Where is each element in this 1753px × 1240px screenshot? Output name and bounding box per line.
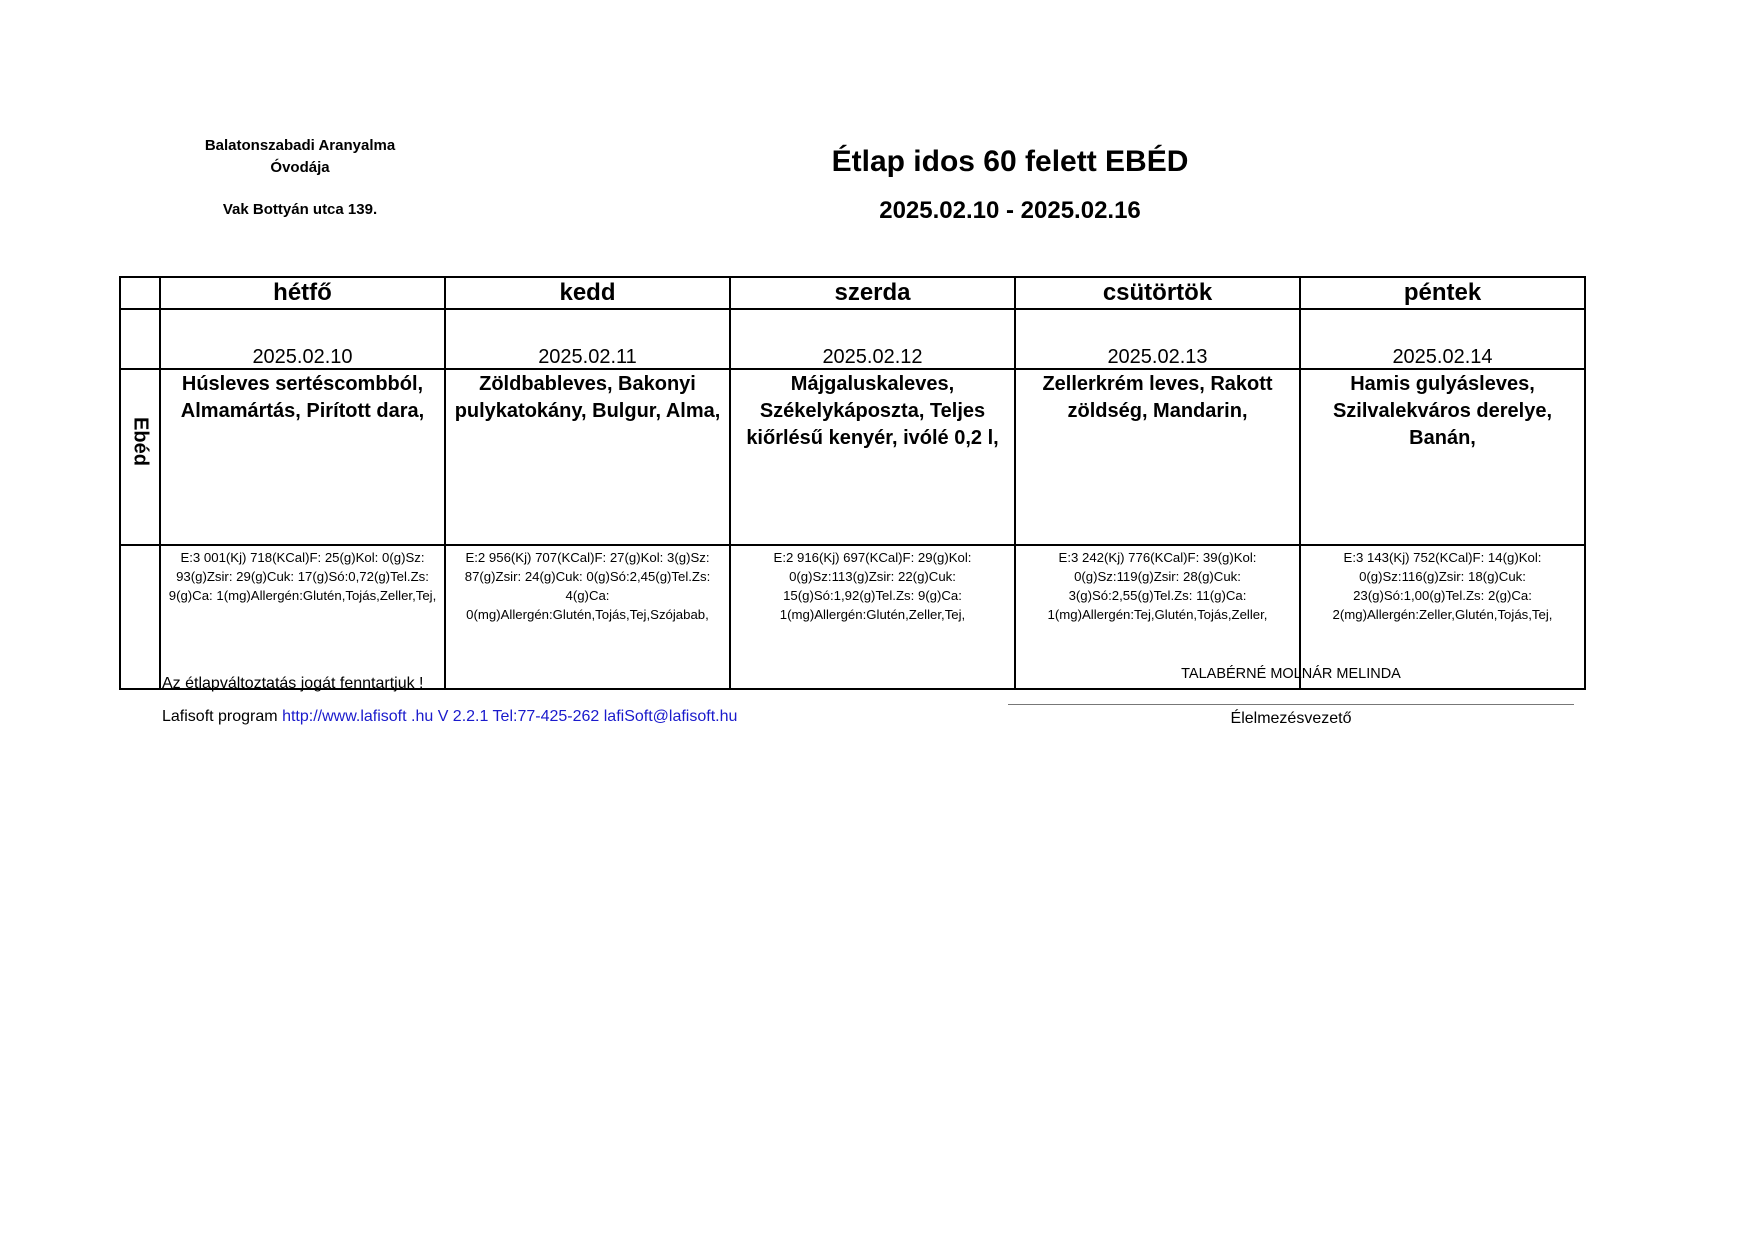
nutrition-tuesday: E:2 956(Kj) 707(KCal)F: 27(g)Kol: 3(g)Sz: 87(g)Zsir: 24(g)Cuk: 0(g)Só:2,45(g)Tel.Zs: 4(g)Ca: 0(mg)Allergén:Glutén,Tojás,Tej,Szójabab, xyxy=(445,545,730,689)
signature-line xyxy=(1008,704,1574,705)
dishes-friday: Hamis gulyásleves, Szilvalekváros derelye, Banán, xyxy=(1300,369,1585,545)
day-names-row xyxy=(120,277,1585,309)
weekly-menu-table xyxy=(119,276,1586,690)
dishes-monday: Húsleves sertéscombból, Almamártás, Pirított dara, xyxy=(160,369,445,545)
nutrition-wednesday: E:2 916(Kj) 697(KCal)F: 29(g)Kol: 0(g)Sz:113(g)Zsir: 22(g)Cuk: 15(g)Só:1,92(g)Tel.Zs: 9(g)Ca: 1(mg)Allergén:Glutén,Zeller,Tej, xyxy=(730,545,1015,689)
corner-cell xyxy=(120,277,160,309)
day-dates-row xyxy=(120,309,1585,369)
org-address: Vak Bottyán utca 139. xyxy=(222,201,378,218)
day-name-tuesday: kedd xyxy=(445,277,730,309)
dishes-thursday: Zellerkrém leves, Rakott zöldség, Mandarin, xyxy=(1015,369,1300,545)
signer-role: Élelmezésvezető xyxy=(1230,710,1352,727)
day-date-wednesday: 2025.02.12 xyxy=(730,309,1015,369)
org-name-line1: Balatonszabadi Aranyalma xyxy=(204,137,396,154)
dishes-row xyxy=(120,369,1585,545)
page-title: Étlap idos 60 felett EBÉD xyxy=(831,145,1189,178)
day-name-friday: péntek xyxy=(1300,277,1585,309)
organization-block xyxy=(185,135,415,221)
day-name-monday: hétfő xyxy=(160,277,445,309)
day-name-thursday: csütörtök xyxy=(1015,277,1300,309)
nutrition-friday: E:3 143(Kj) 752(KCal)F: 14(g)Kol: 0(g)Sz:116(g)Zsir: 18(g)Cuk: 23(g)Só:1,00(g)Tel.Zs: 2(g)Ca: 2(mg)Allergén:Zeller,Glutén,Tojás,Tej, xyxy=(1300,545,1585,689)
software-prefix: Lafisoft program xyxy=(162,708,283,725)
day-name-wednesday: szerda xyxy=(730,277,1015,309)
change-notice: Az étlapváltoztatás jogát fenntartjuk ! xyxy=(162,675,424,692)
day-date-friday: 2025.02.14 xyxy=(1300,309,1585,369)
corner-cell xyxy=(120,545,160,689)
signer-name: TALABÉRNÉ MOLNÁR MELINDA xyxy=(1181,666,1401,682)
day-date-monday: 2025.02.10 xyxy=(160,309,445,369)
corner-cell xyxy=(120,309,160,369)
nutrition-thursday: E:3 242(Kj) 776(KCal)F: 39(g)Kol: 0(g)Sz:119(g)Zsir: 28(g)Cuk: 3(g)Só:2,55(g)Tel.Zs: 11(g)Ca: 1(mg)Allergén:Tej,Glutén,Tojás,Zeller, xyxy=(1015,545,1300,689)
dishes-tuesday: Zöldbableves, Bakonyi pulykatokány, Bulgur, Alma, xyxy=(445,369,730,545)
software-link[interactable]: http://www.lafisoft .hu V 2.2.1 Tel:77-425-262 lafiSoft@lafisoft.hu xyxy=(282,708,738,725)
meal-label: Ebéd xyxy=(129,417,152,466)
org-name-line2: Óvodája xyxy=(270,159,330,176)
meal-label-cell xyxy=(120,369,160,545)
software-credit xyxy=(162,708,737,726)
day-date-tuesday: 2025.02.11 xyxy=(445,309,730,369)
dishes-wednesday: Májgaluskaleves, Székelykáposzta, Teljes kiőrlésű kenyér, ivólé 0,2 l, xyxy=(730,369,1015,545)
date-range: 2025.02.10 - 2025.02.16 xyxy=(879,197,1141,224)
day-date-thursday: 2025.02.13 xyxy=(1015,309,1300,369)
nutrition-monday: E:3 001(Kj) 718(KCal)F: 25(g)Kol: 0(g)Sz: 93(g)Zsir: 29(g)Cuk: 17(g)Só:0,72(g)Tel.Zs: 9(g)Ca: 1(mg)Allergén:Glutén,Tojás,Zeller,Tej, xyxy=(160,545,445,689)
